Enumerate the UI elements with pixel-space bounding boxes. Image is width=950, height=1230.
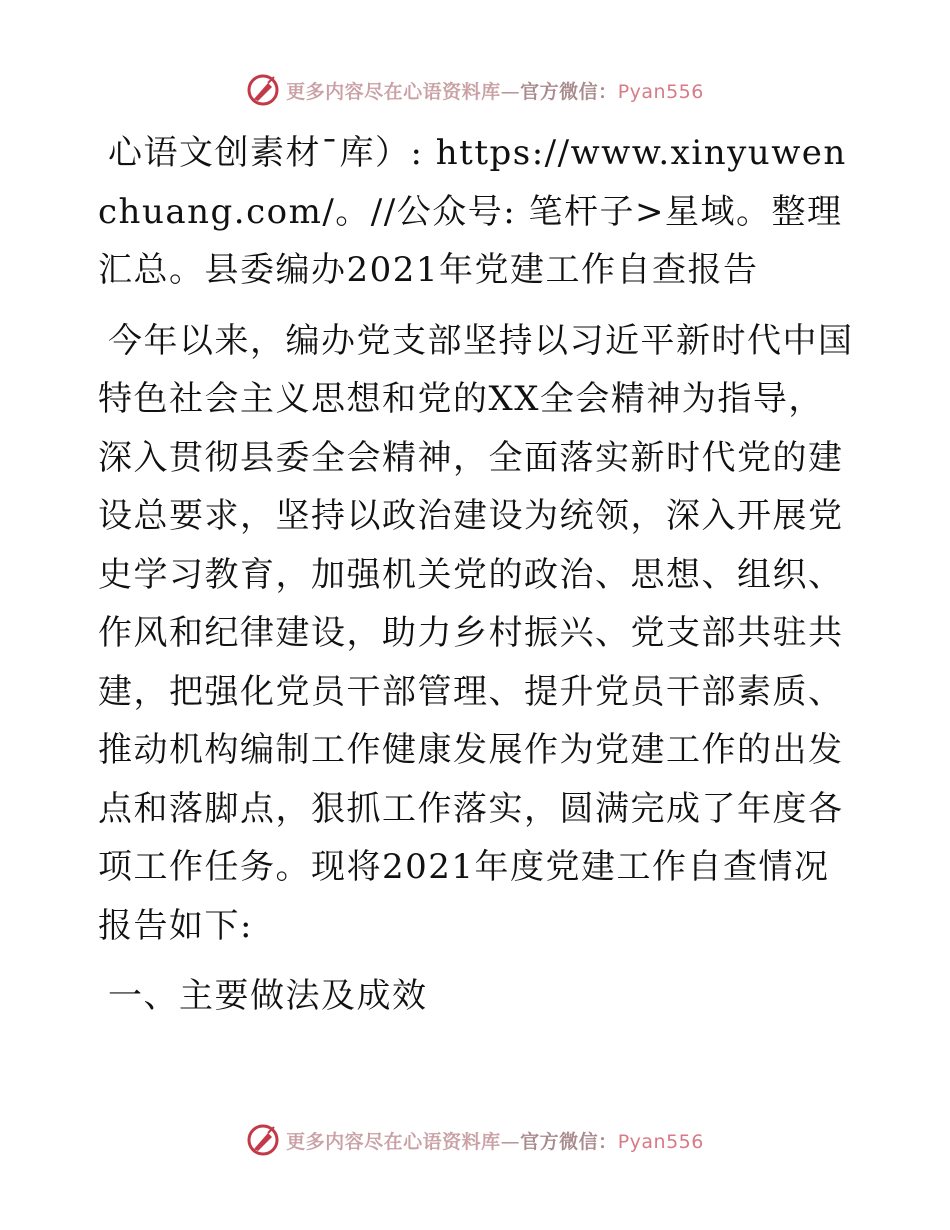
document-body (98, 124, 858, 1026)
banner-text (286, 77, 704, 104)
body-paragraph: 今年以来，编办党支部坚持以习近平新时代中国特色社会主义思想和党的XX全会精神为指导，深入贯彻县委全会精神，全面落实新时代党的建设总要求，坚持以政治建设为统领，深入开展党史学习教育，加强机关党的政治、思想、组织、作风和纪律建设，助力乡村振兴、党支部共驻共建，把强化党员干部管理、提升党员干部素质、推动机构编制工作健康发展作为党建工作的出发点和落脚点，狠抓工作落实，圆满完成了年度各项工作任务。现将2021年度党建工作自查情况报告如下: (98, 320, 854, 946)
banner-site-name: 更多内容尽在心语资料库 (286, 80, 501, 103)
section-heading: 一、主要做法及成效 (108, 976, 428, 1016)
banner-wechat-id: Pyan556 (617, 1130, 704, 1153)
banner-wechat-label: 官方微信： (520, 80, 618, 103)
banner-text (286, 1127, 704, 1154)
banner-site-name: 更多内容尽在心语资料库 (286, 1130, 501, 1153)
banner-separator: — (500, 80, 521, 103)
quill-logo-icon (246, 1123, 280, 1157)
intro-paragraph: 心语文创素材¯库）: https://www.xinyuwenchuang.com/。//公众号: 笔杆子>星域。整理汇总。县委编办2021年党建工作自查报告 (98, 133, 847, 290)
banner-wechat-id: Pyan556 (617, 80, 704, 103)
footer-watermark-banner (0, 1120, 950, 1160)
banner-wechat-label: 官方微信： (520, 1130, 618, 1153)
quill-logo-icon (246, 73, 280, 107)
header-watermark-banner (0, 70, 950, 110)
banner-separator: — (500, 1130, 521, 1153)
